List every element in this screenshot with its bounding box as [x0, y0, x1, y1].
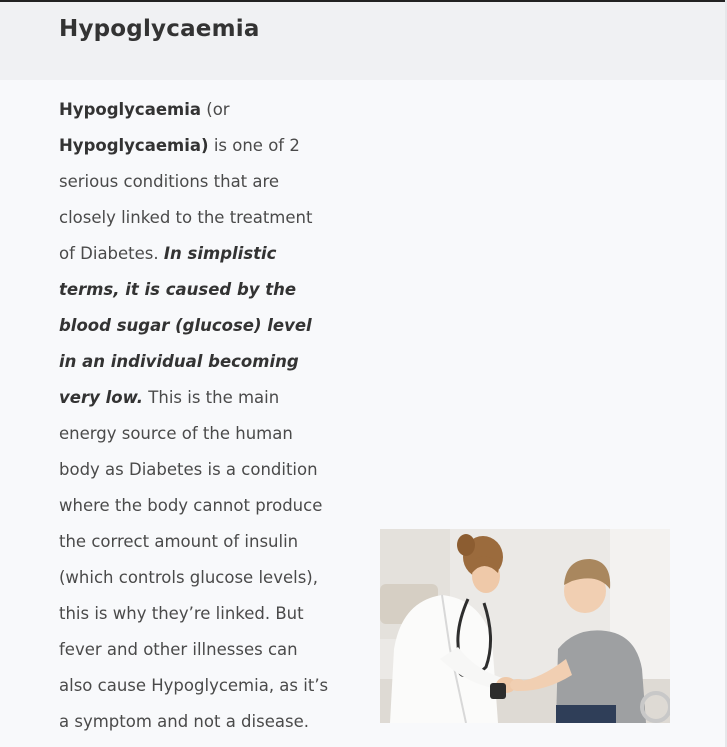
- article-text-3: This is the main energy source of the human body as Diabetes is a condition where the body cannot produce the correct amount of insulin (which controls glucose levels), this is why they’re linked. But fever and other illnesses can also cause Hypoglycemia, as it’s a symptom and not a disease.: [59, 388, 329, 731]
- article-body: [59, 92, 329, 740]
- term-hypoglycaemia: Hypoglycaemia: [59, 100, 202, 119]
- article-photo: [380, 529, 670, 723]
- doctor-testing-child-photo: [380, 529, 670, 723]
- page-title: Hypoglycaemia: [59, 16, 260, 42]
- term-hypoglycaemia-alt: Hypoglycaemia): [59, 136, 209, 155]
- article-text-2: is one of 2 serious conditions that are closely linked to the treatment of Diabetes.: [59, 136, 313, 263]
- article-emphasis: In simplistic terms, it is caused by the blood sugar (glucose) level in an individual becoming very low.: [59, 244, 312, 407]
- page-header: [0, 2, 727, 80]
- article-text-1: (or: [201, 100, 230, 119]
